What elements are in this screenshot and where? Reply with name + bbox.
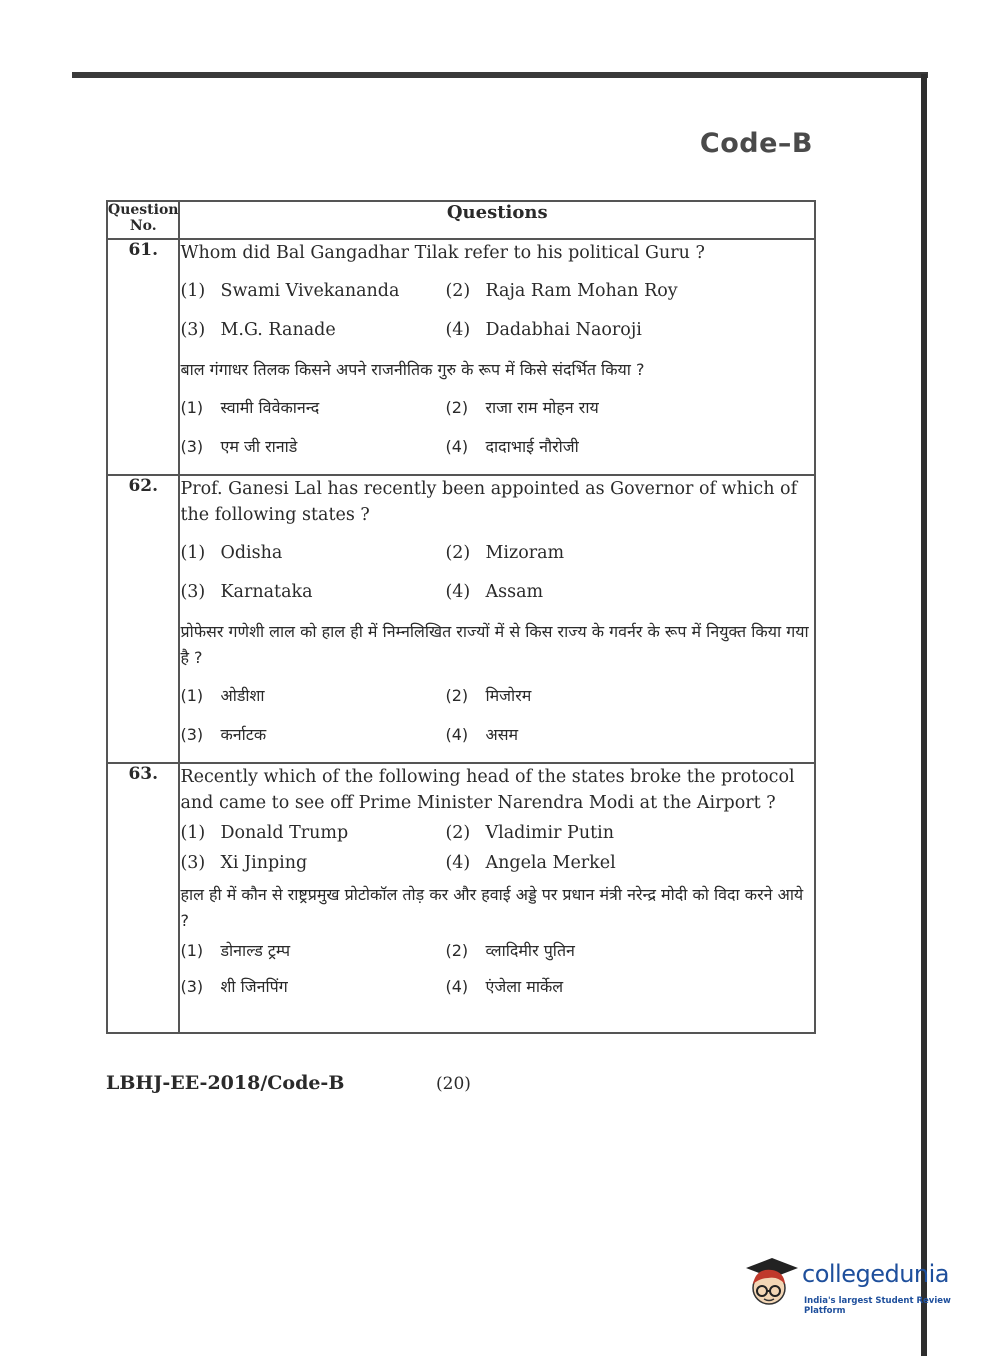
option — [445, 317, 814, 343]
option-number: (1) — [180, 543, 206, 563]
option-text: डोनाल्ड ट्रम्प — [220, 941, 291, 960]
question-cell — [179, 475, 815, 763]
option-text: Assam — [485, 582, 544, 602]
option — [180, 938, 445, 964]
table-row — [107, 239, 815, 475]
option-number: (3) — [180, 320, 206, 340]
question-text-en: Recently which of the following head of the states broke the protocol and came to see off Prime Minister Narendra Modi at the Airport ? — [180, 767, 795, 813]
option — [445, 278, 814, 304]
option — [445, 395, 814, 421]
option — [180, 434, 445, 460]
option-text: Angela Merkel — [485, 853, 616, 873]
option-number: (1) — [180, 823, 206, 843]
option-number: (1) — [180, 941, 204, 960]
option — [445, 722, 814, 748]
option-text: दादाभाई नौरोजी — [485, 437, 579, 456]
option — [180, 974, 445, 1000]
option-number: (4) — [445, 853, 471, 873]
question-number: 63. — [107, 763, 179, 1033]
option — [445, 434, 814, 460]
option-number: (4) — [445, 437, 469, 456]
option-text: कर्नाटक — [220, 725, 267, 744]
brand-tagline: India's largest Student Review Platform — [804, 1296, 951, 1316]
header-question-no: Question No. — [107, 201, 179, 239]
header-questions: Questions — [179, 201, 815, 239]
question-text-hi: हाल ही में कौन से राष्ट्रप्रमुख प्रोटोकॉल तोड़ कर और हवाई अड्डे पर प्रधान मंत्री नरेन्द्र मोदी को विदा करने आये ? — [180, 885, 804, 930]
option-number: (3) — [180, 977, 204, 996]
option-number: (4) — [445, 977, 469, 996]
question-cell — [179, 239, 815, 475]
option-number: (3) — [180, 853, 206, 873]
options-en — [180, 278, 814, 343]
option-text: Vladimir Putin — [485, 823, 615, 843]
option-number: (3) — [180, 582, 206, 602]
right-rule — [921, 74, 927, 1356]
table-row — [107, 763, 815, 1033]
option-number: (3) — [180, 437, 204, 456]
question-cell — [179, 763, 815, 1033]
option — [445, 579, 814, 605]
option-text: राजा राम मोहन राय — [485, 398, 599, 417]
option-text: Mizoram — [485, 543, 565, 563]
brand-name: collegedunia — [802, 1260, 950, 1288]
option — [180, 683, 445, 709]
option-text: Dadabhai Naoroji — [485, 320, 642, 340]
page-number: (20) — [436, 1074, 471, 1094]
top-rule — [72, 72, 928, 78]
option — [180, 278, 445, 304]
option — [445, 850, 814, 876]
option-number: (1) — [180, 398, 204, 417]
option-number: (2) — [445, 941, 469, 960]
option-text: एम जी रानाडे — [220, 437, 298, 456]
option-text: स्वामी विवेकानन्द — [220, 398, 320, 417]
option-number: (2) — [445, 543, 471, 563]
mascot-icon — [742, 1254, 800, 1314]
option-text: शी जिनपिंग — [220, 977, 288, 996]
option-text: एंजेला मार्केल — [485, 977, 564, 996]
option-number: (1) — [180, 686, 204, 705]
option — [180, 317, 445, 343]
option-number: (1) — [180, 281, 206, 301]
option — [180, 820, 445, 846]
option-text: Xi Jinping — [220, 853, 308, 873]
option-text: व्लादिमीर पुतिन — [485, 941, 575, 960]
option-number: (4) — [445, 320, 471, 340]
question-text-en: Prof. Ganesi Lal has recently been appointed as Governor of which of the following states ? — [180, 479, 798, 525]
options-hi — [180, 938, 814, 1000]
question-number: 62. — [107, 475, 179, 763]
option-number: (2) — [445, 281, 471, 301]
code-label: Code–B — [699, 128, 813, 159]
question-table — [106, 200, 816, 1034]
options-en — [180, 820, 814, 876]
option — [180, 722, 445, 748]
option — [445, 820, 814, 846]
table-header-row — [107, 201, 815, 239]
options-en — [180, 540, 814, 605]
option — [180, 579, 445, 605]
option-number: (3) — [180, 725, 204, 744]
option-text: Donald Trump — [220, 823, 349, 843]
option — [445, 540, 814, 566]
question-number: 61. — [107, 239, 179, 475]
watermark-logo — [742, 1254, 972, 1314]
option-text: M.G. Ranade — [220, 320, 336, 340]
option — [445, 974, 814, 1000]
question-text-hi: बाल गंगाधर तिलक किसने अपने राजनीतिक गुरु के रूप में किसे संदर्भित किया ? — [180, 360, 645, 379]
table-row — [107, 475, 815, 763]
option-number: (4) — [445, 725, 469, 744]
option-number: (4) — [445, 582, 471, 602]
option-text: ओडीशा — [220, 686, 265, 705]
footer-code: LBHJ-EE-2018/Code-B — [106, 1072, 345, 1094]
option-number: (2) — [445, 686, 469, 705]
option-text: मिजोरम — [485, 686, 532, 705]
option-text: Odisha — [220, 543, 283, 563]
option-number: (2) — [445, 823, 471, 843]
option-number: (2) — [445, 398, 469, 417]
question-text-en: Whom did Bal Gangadhar Tilak refer to his political Guru ? — [180, 243, 705, 263]
option-text: Swami Vivekananda — [220, 281, 400, 301]
options-hi — [180, 683, 814, 748]
options-hi — [180, 395, 814, 460]
option-text: Raja Ram Mohan Roy — [485, 281, 678, 301]
option — [445, 683, 814, 709]
option-text: Karnataka — [220, 582, 313, 602]
option — [445, 938, 814, 964]
option — [180, 395, 445, 421]
option — [180, 540, 445, 566]
option-text: असम — [485, 725, 519, 744]
question-text-hi: प्रोफेसर गणेशी लाल को हाल ही में निम्नलिखित राज्यों में से किस राज्य के गवर्नर के रूप में नियुक्त किया गया है ? — [180, 622, 809, 667]
option — [180, 850, 445, 876]
